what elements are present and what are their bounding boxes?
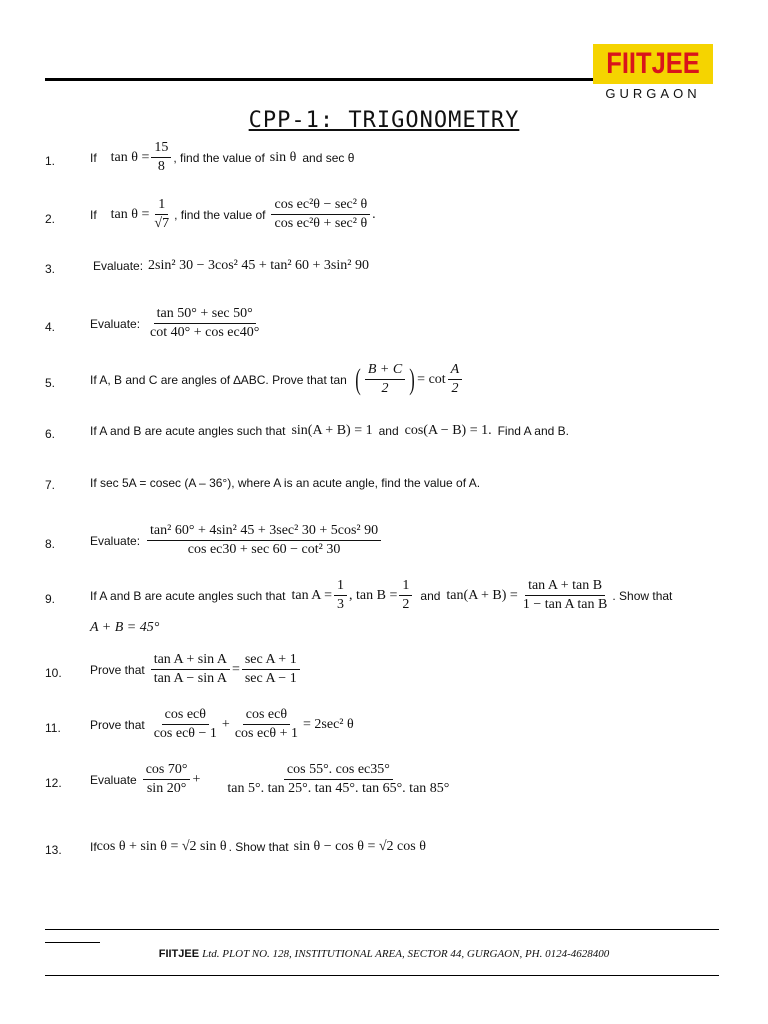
q11-plus: +: [221, 716, 230, 732]
logo-location: GURGAON: [605, 86, 701, 101]
q2-period: .: [372, 206, 376, 222]
q9-text-3: . Show that: [612, 588, 673, 603]
logo-text: FIITJEE: [606, 47, 700, 80]
q4-text: Evaluate:: [90, 316, 141, 331]
q1-text-3: and sec θ: [302, 150, 355, 165]
q11-fraction-1: $\frac{\text{cos ecθ}}{\text{cos ecθ − 1}}$: [153, 707, 217, 742]
fiitjee-logo: [593, 44, 713, 84]
q5-paren-left: (: [355, 362, 361, 396]
q5-paren-right: ): [409, 362, 415, 396]
q1-math: tan θ =: [110, 149, 150, 165]
q1-math-2: sin θ: [269, 149, 297, 165]
q9-text-2: and: [420, 588, 441, 603]
q6-text-2: and: [378, 424, 399, 438]
q2-math: tan θ =: [110, 206, 150, 222]
q11-number: 11.: [45, 721, 61, 735]
q5-text: If A, B and C are angles of ∆ABC. Prove that tan: [90, 372, 347, 387]
q8: [90, 523, 383, 558]
footer-rule-top: [45, 929, 719, 930]
q9-text: If A and B are acute angles such that: [90, 588, 286, 603]
q1-number: 1.: [45, 154, 56, 168]
q2-fraction-2: $\frac{\text{cos ec²θ − sec² θ}}{\text{cos ec²θ + sec² θ}}$: [271, 197, 370, 232]
q13-math-1: cos θ + sin θ = √2 sin θ: [96, 839, 227, 854]
q9: [90, 578, 672, 613]
q13-math-2: sin θ − cos θ = √2 cos θ: [293, 839, 426, 854]
q10-number: 10.: [45, 666, 62, 680]
footer-rule-bottom: [45, 975, 719, 976]
q12-fraction-2: $\frac{\text{cos 55°. cos ec35°}}{\tan 5^\circ. \tan 25^\circ. \tan 45^\circ. \tan 65^\circ. \tan 85^\circ}$: [227, 762, 450, 797]
q9-math-2: , tan B =: [349, 587, 398, 603]
q3-math: 2sin² 30 − 3cos² 45 + tan² 60 + 3sin² 90: [148, 258, 369, 273]
q9-fraction-3: $\frac{\text{tan A + tan B}}{\text{1 − tan A tan B}}$: [522, 578, 608, 613]
q9-math-1: tan A =: [291, 587, 333, 603]
q3: [93, 258, 369, 274]
q10-fraction-2: $\frac{\text{sec A + 1}}{\text{sec A − 1}}$: [242, 652, 300, 687]
q11: [90, 707, 354, 742]
page-title: CPP-1: TRIGONOMETRY: [248, 108, 520, 133]
q8-text: Evaluate:: [90, 533, 141, 548]
q12-text: Evaluate: [90, 772, 137, 787]
q5: [90, 362, 464, 397]
q9-number: 9.: [45, 592, 56, 606]
footer-address: Ltd. PLOT NO. 128, INSTITUTIONAL AREA, SECTOR 44, GURGAON, PH. 0124-4628400: [202, 948, 610, 960]
footer-brand: FIITJEE: [158, 948, 200, 960]
q13: [90, 839, 426, 855]
q4-number: 4.: [45, 320, 56, 334]
q9-math-3: tan(A + B) =: [446, 587, 518, 603]
q6-text-3: Find A and B.: [497, 424, 569, 438]
q8-fraction: $\frac{\text{tan² 60° + 4sin² 45 + 3sec² 30 + 5cos² 90}}{\text{cos ec30 + sec 60 − cot² 30}}$: [147, 523, 381, 558]
q12-fraction-1: $\frac{\cos 70^\circ}{\sin 20^\circ}$: [143, 762, 191, 797]
q2-number: 2.: [45, 212, 56, 226]
footer-rule-short: [45, 942, 100, 943]
q13-text: If: [90, 840, 97, 854]
q10-equals: =: [231, 661, 240, 677]
q8-number: 8.: [45, 537, 56, 551]
q3-number: 3.: [45, 262, 56, 276]
q1: [90, 140, 354, 175]
q6-number: 6.: [45, 427, 56, 441]
q5-math: = cot: [417, 371, 446, 387]
q12: [90, 762, 454, 797]
q3-text: Evaluate:: [93, 259, 144, 273]
q7-text: If sec 5A = cosec (A – 36°), where A is an acute angle, find the value of A.: [90, 476, 481, 490]
q5-fraction-1: $\frac{B + C}{2}$: [365, 362, 405, 397]
q4: [90, 306, 264, 341]
q6-text: If A and B are acute angles such that: [90, 424, 286, 438]
q1-text-2: , find the value of: [173, 150, 265, 165]
q2-fraction-1: $\frac{1}{√7}$: [154, 197, 170, 232]
q9-fraction-2: $\frac{1}{2}$: [399, 578, 412, 613]
q7: [90, 476, 480, 490]
q12-plus: +: [192, 771, 201, 787]
q10-text: Prove that: [90, 662, 145, 677]
q10: [90, 652, 302, 687]
q13-number: 13.: [45, 843, 62, 857]
q2-text: If: [90, 207, 97, 222]
q1-text: If: [90, 150, 97, 165]
q4-fraction: $\frac{\tan 50^\circ + \sec 50^\circ}{\text{cot 40° + cos ec40°}}$: [150, 306, 260, 341]
q5-fraction-2: $\frac{A}{2}$: [448, 362, 463, 397]
q11-text: Prove that: [90, 717, 145, 732]
header-rule: [45, 78, 593, 81]
q11-fraction-2: $\frac{\text{cos ecθ}}{\text{cos ecθ + 1}}$: [234, 707, 299, 742]
q12-number: 12.: [45, 776, 62, 790]
q9-line-2: [90, 620, 159, 636]
q5-number: 5.: [45, 376, 56, 390]
q13-text-2: . Show that: [228, 840, 289, 854]
q7-number: 7.: [45, 478, 56, 492]
q10-fraction-1: $\frac{\text{tan A + sin A}}{\text{tan A − sin A}}$: [151, 652, 230, 687]
q6: [90, 423, 569, 439]
q9-fraction-1: $\frac{1}{3}$: [334, 578, 347, 613]
q6-math-2: cos(A − B) = 1.: [404, 423, 492, 438]
footer-address-line: [0, 948, 768, 960]
q2-text-2: , find the value of: [174, 207, 266, 222]
q2: [90, 197, 376, 232]
q11-math: = 2sec² θ: [303, 716, 354, 732]
q1-fraction: $\frac{15}{8}$: [151, 140, 171, 175]
q6-math-1: sin(A + B) = 1: [291, 423, 373, 438]
q9-math-4: A + B = 45°: [90, 620, 160, 635]
